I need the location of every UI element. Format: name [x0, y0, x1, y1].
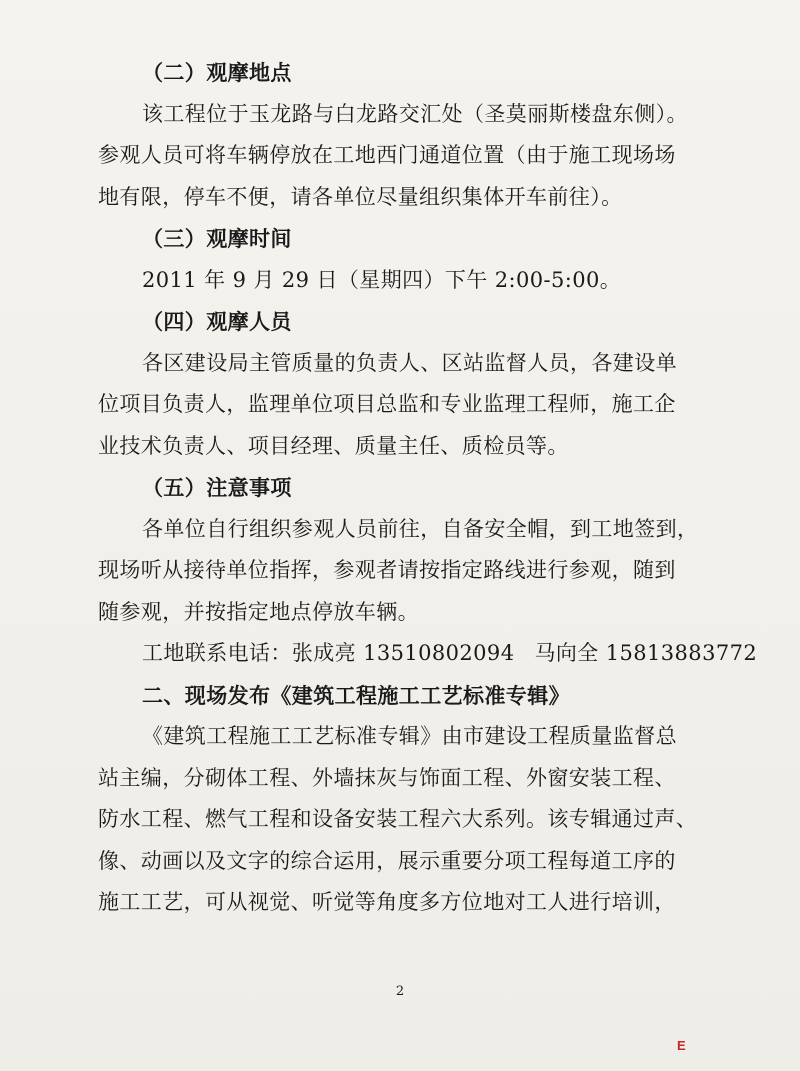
paragraph-line: 该工程位于玉龙路与白龙路交汇处（圣莫丽斯楼盘东侧）。 [142, 101, 688, 126]
section-5-heading: （五）注意事项 [142, 475, 292, 500]
section-3-heading: （三）观摩时间 [142, 226, 292, 251]
paragraph-line: 施工工艺，可从视觉、听觉等角度多方位地对工人进行培训， [98, 890, 676, 914]
corner-mark: E [677, 1038, 686, 1053]
paragraph-line: 各单位自行组织参观人员前往，自备安全帽，到工地签到， [142, 516, 699, 541]
paragraph-line: 各区建设局主管质量的负责人、区站监督人员，各建设单 [142, 350, 677, 375]
paragraph-line: 《建筑工程施工工艺标准专辑》由市建设工程质量监督总 [142, 724, 677, 748]
paragraph-line: 2011 年 9 月 29 日（星期四）下午 2:00-5:00。 [142, 267, 622, 292]
contact-person-2: 马向全 15813883772 [534, 641, 758, 665]
paragraph-line: 业技术负责人、项目经理、质量主任、质检员等。 [98, 433, 569, 458]
paragraph-line: 随参观，并按指定地点停放车辆。 [98, 599, 419, 624]
contact-line [98, 633, 758, 675]
page-number: 2 [395, 984, 405, 999]
part-2-heading: 二、现场发布《建筑工程施工工艺标准专辑》 [142, 682, 570, 708]
document-body [98, 52, 758, 924]
paragraph-line: 站主编，分砌体工程、外墙抹灰与饰面工程、外窗安装工程、 [98, 765, 676, 790]
contact-person-1: 张成亮 13510802094 [291, 641, 515, 665]
contact-label: 工地联系电话： [142, 641, 292, 665]
section-4-heading: （四）观摩人员 [142, 309, 292, 334]
paragraph-line: 位项目负责人，监理单位项目总监和专业监理工程师，施工企 [98, 392, 676, 416]
section-2-heading: （二）观摩地点 [142, 60, 292, 85]
paragraph-line: 地有限，停车不便，请各单位尽量组织集体开车前往）。 [98, 184, 623, 209]
paragraph-line: 参观人员可将车辆停放在工地西门通道位置（由于施工现场场 [98, 143, 676, 167]
paragraph-line: 现场听从接待单位指挥，参观者请按指定路线进行参观，随到 [98, 558, 676, 582]
paragraph-line: 防水工程、燃气工程和设备安装工程六大系列。该专辑通过声、 [98, 807, 698, 831]
paragraph-line: 像、动画以及文字的综合运用，展示重要分项工程每道工序的 [98, 848, 676, 873]
